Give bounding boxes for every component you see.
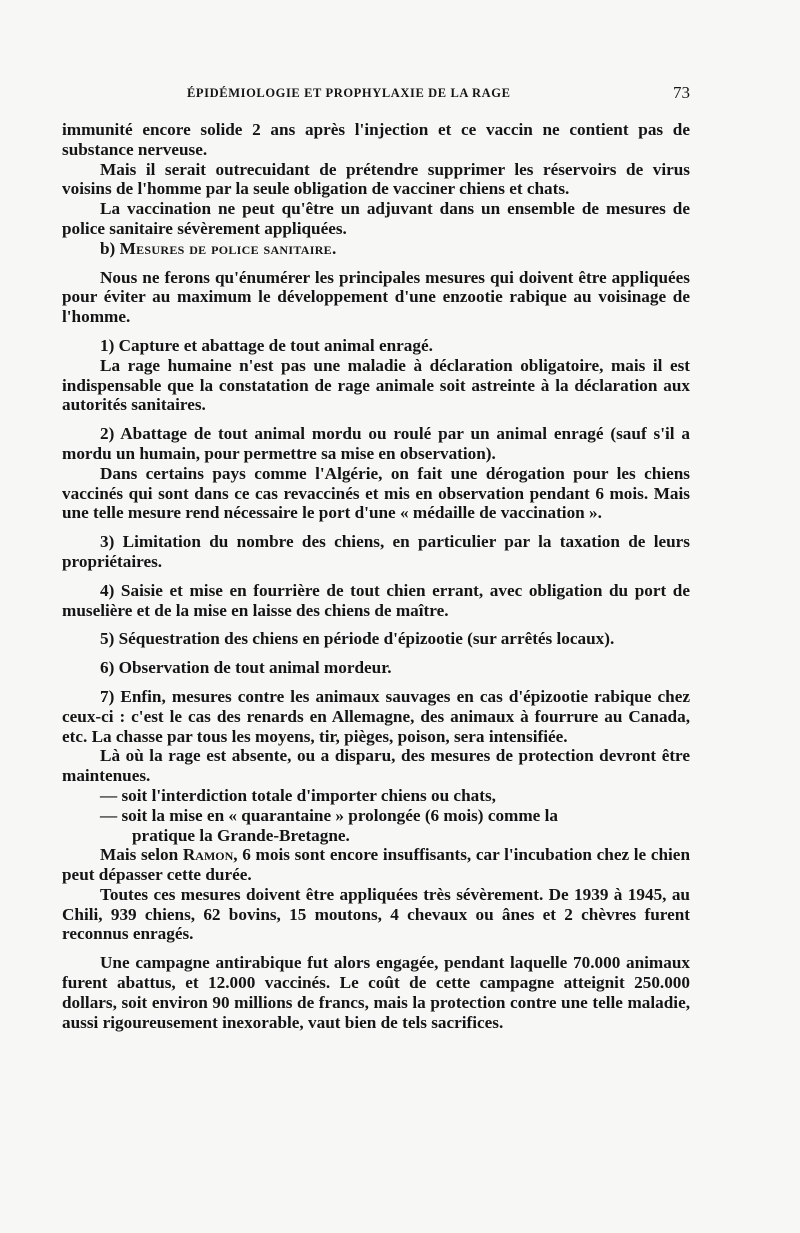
page-body (62, 120, 690, 1032)
section-heading-letter: b) (100, 238, 116, 258)
dash-item-text: — soit la mise en « quarantaine » prolongée (6 mois) comme la (100, 805, 558, 825)
list-item: 2) Abattage de tout animal mordu ou roulé par un animal enragé (sauf s'il a mordu un humain, pour permettre sa mise en observation). (62, 424, 690, 463)
section-heading (100, 239, 690, 259)
running-title: ÉPIDÉMIOLOGIE ET PROPHYLAXIE DE LA RAGE (187, 86, 511, 100)
paragraph: La rage humaine n'est pas une maladie à déclaration obligatoire, mais il est indispensable que la constatation de rage animale soit astreinte à la déclaration aux autorités sanitaires. (62, 355, 690, 415)
paragraph: Dans certains pays comme l'Algérie, on fait une dérogation pour les chiens vaccinés qui sont dans ce cas revaccinés et mis en observation pendant 6 mois. Mais une telle mesure rend nécessaire le port d'une « médaille de vaccination ». (62, 463, 690, 523)
list-item: 3) Limitation du nombre des chiens, en particulier par la taxation de leurs propriétaires. (62, 532, 690, 571)
paragraph (62, 845, 690, 885)
dash-item: — soit l'interdiction totale d'importer chiens ou chats, (100, 785, 496, 805)
list-item: 7) Enfin, mesures contre les animaux sauvages en cas d'épizootie rabique chez ceux-ci : c'est le cas des renards en Allemagne, des animaux à fourrure au Canada, etc. La chasse par tous les moyens, tir, pièges, poison, sera intensifiée. (62, 686, 690, 746)
list-item: 6) Observation de tout animal mordeur. (100, 658, 392, 678)
list-item: 1) Capture et abattage de tout animal enragé. (100, 335, 433, 355)
page-number: 73 (673, 83, 690, 102)
paragraph: La vaccination ne peut qu'être un adjuvant dans un ensemble de mesures de police sanitaire sévèrement appliquées. (62, 199, 690, 238)
dash-item-continuation: pratique la Grande-Bretagne. (132, 825, 350, 845)
paragraph: Toutes ces mesures doivent être appliquées très sévèrement. De 1939 à 1945, au Chili, 939 chiens, 62 bovins, 15 moutons, 4 chevaux ou ânes et 2 chèvres furent reconnus enragés. (62, 884, 690, 944)
list-item: 4) Saisie et mise en fourrière de tout chien errant, avec obligation du port de muselière et de la mise en laisse des chiens de maître. (62, 580, 690, 620)
paragraph: Là où la rage est absente, ou a disparu, des mesures de protection devront être maintenues. (62, 746, 690, 786)
paragraph: Une campagne antirabique fut alors engagée, pendant laquelle 70.000 animaux furent abattus, et 12.000 vaccinés. Le coût de cette campagne atteignit 250.000 dollars, soit environ 90 millions de francs, mais la protection contre une telle maladie, aussi rigoureusement inexorable, vaut bien de tels sacrifices. (62, 953, 690, 1032)
list-item: 5) Séquestration des chiens en période d'épizootie (sur arrêtés locaux). (100, 629, 615, 649)
section-heading-text: Mesures de police sanitaire. (119, 238, 337, 258)
paragraph: immunité encore solide 2 ans après l'injection et ce vaccin ne contient pas de substance nerveuse. (62, 120, 690, 159)
author-name: Ramon (182, 845, 234, 865)
paragraph: Mais il serait outrecuidant de prétendre supprimer les réservoirs de virus voisins de l'homme par la seule obligation de vacciner chiens et chats. (62, 159, 690, 199)
dash-item (62, 806, 690, 846)
paragraph-text: Mais selon (100, 845, 179, 865)
page-header (62, 83, 690, 106)
paragraph: Nous ne ferons qu'énumérer les principales mesures qui doivent être appliquées pour éviter au maximum le développement d'une enzootie rabique au voisinage de l'homme. (62, 267, 690, 327)
paragraph-text: , 6 mois sont encore insuffisants, car l'incubation chez le chien peut dépasser cette durée. (62, 845, 690, 885)
